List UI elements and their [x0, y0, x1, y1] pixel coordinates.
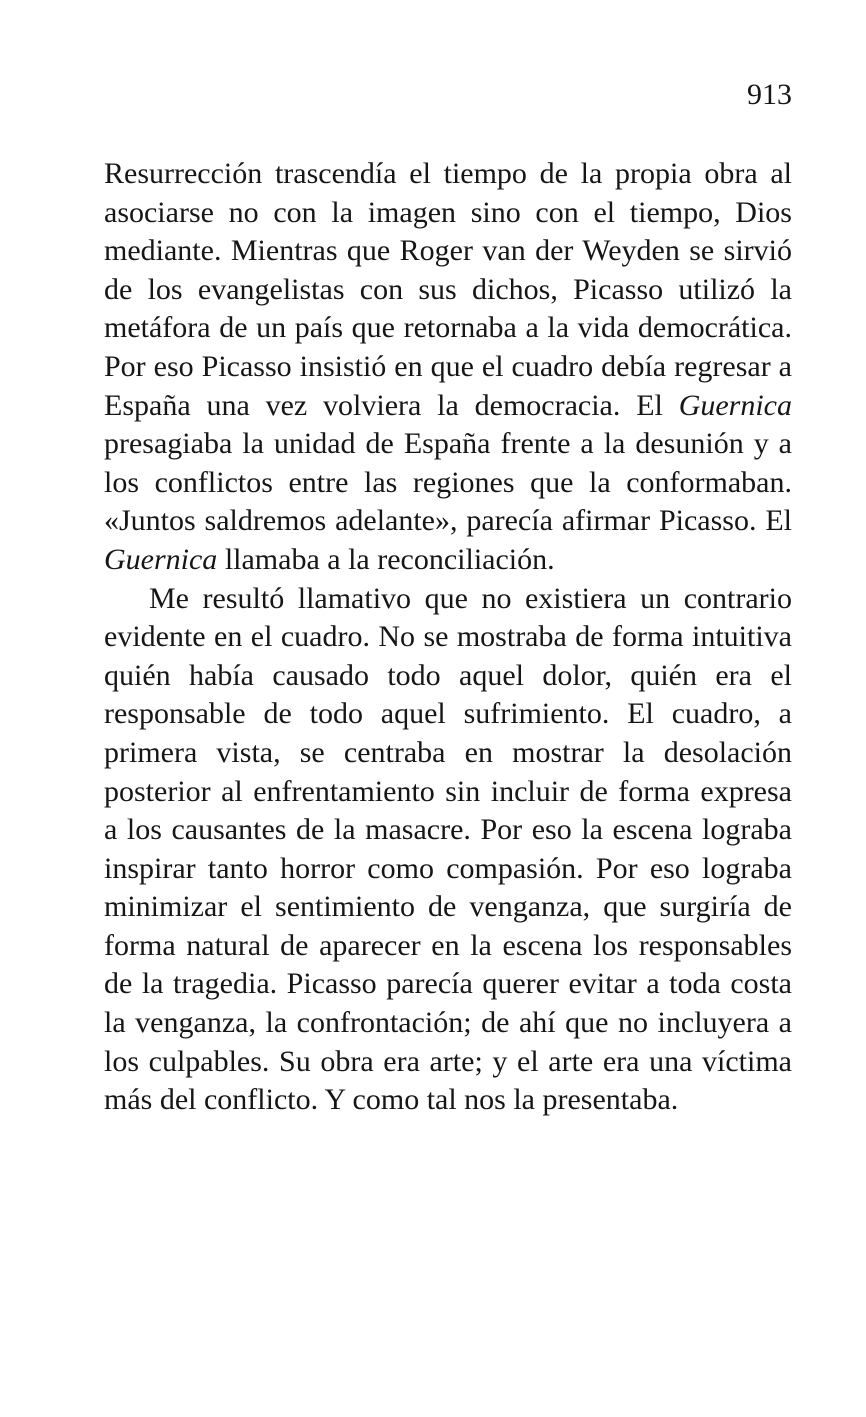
italic-term: Guernica	[678, 388, 792, 422]
paragraph	[104, 580, 792, 1120]
text-segment: presagiaba la unidad de España frente a la desunión y a los conflictos entre las regiones que la conformaban. «Juntos saldremos adelante», parecía afirmar Picasso. El	[104, 427, 792, 538]
page-content	[104, 155, 792, 1120]
text-segment: Resurrección trascendía el tiempo de la propia obra al asociarse no con la imagen sino con el tiempo, Dios mediante. Mientras que Roger van der Weyden se sirvió de los evangelistas con sus dichos, Picasso utilizó la metáfora de un país que retornaba a la vida democrática. Por eso Picasso insistió en que el cuadro debía regresar a España una vez volviera la democracia. El	[104, 157, 792, 422]
paragraph	[104, 155, 792, 580]
text-segment: llamaba a la reconciliación.	[217, 542, 555, 576]
italic-term: Guernica	[104, 542, 218, 576]
page-number: 913	[747, 78, 792, 111]
text-segment: Me resultó llamativo que no existiera un contrario evidente en el cuadro. No se mostraba de forma intuitiva quién había causado todo aquel dolor, quién era el responsable de todo aquel sufrimiento. El cuadro, a primera vista, se centraba en mostrar la desolación posterior al enfrentamiento sin incluir de forma expresa a los causantes de la masacre. Por eso la escena lograba inspirar tanto horror como compasión. Por eso lograba minimizar el sentimiento de venganza, que surgiría de forma natural de aparecer en la escena los responsables de la tragedia. Picasso parecía querer evitar a toda costa la venganza, la confrontación; de ahí que no incluyera a los culpables. Su obra era arte; y el arte era una víctima más del conflicto. Y como tal nos la presentaba.	[104, 581, 792, 1117]
